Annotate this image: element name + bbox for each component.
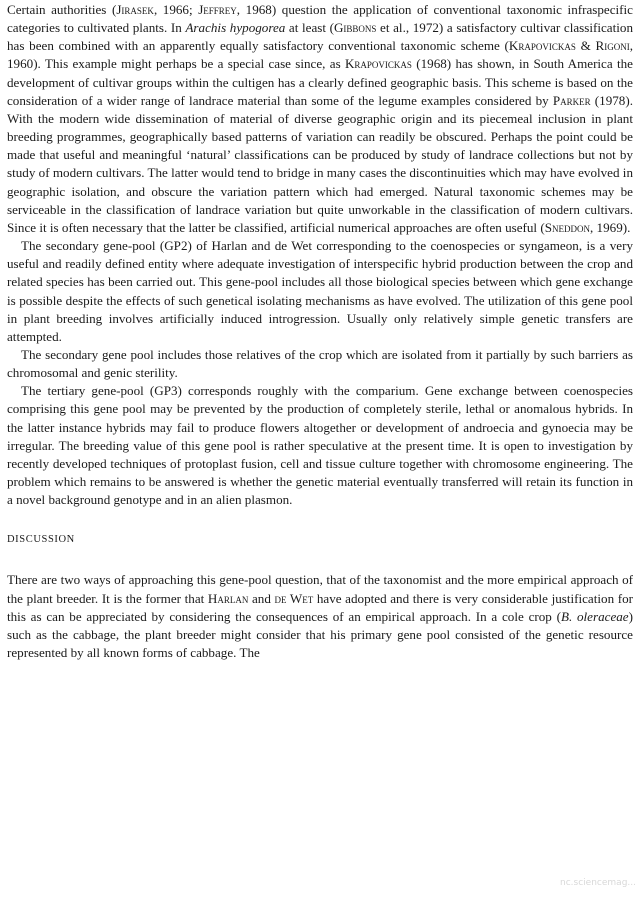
- text-run: There are two ways of approaching this gene-pool question, that of the taxonomist and the more empirical approach of the plant breeder. It is the former that: [7, 572, 633, 606]
- text-run: and: [248, 590, 275, 606]
- author-citation: Parker: [552, 92, 591, 108]
- paragraph-secondary-gene-pool: The secondary gene-pool (GP2) of Harlan and de Wet corresponding to the coenospecies or syngameon, is a very useful and readily defined entity where adequate investigation of interspecific hybrid production between the crop and related species has been carried out. This gene-pool includes all those biological species between which gene exchange is possible despite the effects of such genetical isolating mechanisms as have evolved. The utilization of this gene pool in plant breeding involves artificially induced introgression. Usually only relatively simple genetic transfers are attempted.: [7, 238, 633, 344]
- text-run: have adopted and there is very considerable justification for this as can be appreciated by considering the consequences of an empirical approach. In a cole crop (: [7, 590, 633, 624]
- author-citation: Sneddon: [544, 219, 590, 235]
- text-run: , 1968) question the application of conventional taxonomic infraspecific categories to cultivated plants. In: [7, 2, 633, 36]
- paragraph-discussion: [7, 571, 633, 662]
- section-heading-discussion: DISCUSSION: [7, 534, 75, 546]
- paragraph-taxonomy: [7, 1, 633, 237]
- author-citation: Gibbons: [333, 20, 377, 36]
- author-citation: Jirasek: [116, 2, 154, 17]
- text-run: ) such as the cabbage, the plant breeder might consider that his primary gene pool consisted of the genetic resource represented by all known forms of cabbage. The: [7, 608, 633, 660]
- document-page: [7, 1, 633, 662]
- text-run: at least (: [285, 20, 334, 36]
- paragraph-tertiary-gene-pool: The tertiary gene-pool (GP3) corresponds roughly with the comparium. Gene exchange between coenospecies comprising this gene pool may be prevented by the production of completely sterile, lethal or anomalous hybrids. In the latter instance hybrids may fail to produce flowers altogether or development of androecia and gynoecia may be irregular. The breeding value of this gene pool is rather speculative at the present time. It is open to investigation by recently developed techniques of protoplast fusion, cell and tissue culture together with chromosome engineering. The problem which remains to be answered is whether the genetic material eventually transferred will retain its function in a novel background genotype and in an alien plasmon.: [7, 383, 633, 508]
- author-citation: de Wet: [274, 590, 314, 606]
- text-run: , 1960). This example might perhaps be a special case since, as: [7, 38, 633, 72]
- text-run: , 1969).: [590, 219, 631, 235]
- author-citation: Krapovickas & Rigoni: [508, 38, 630, 54]
- text-run: (1978). With the modern wide dissemination of material of diverse geographic origin and its piecemeal inclusion in plant breeding programmes, geographically based patterns of variation can readily be obscured. Perhaps the point could be made that useful and meaningful ‘natural’ classifications can be produced by study of landrace collections but not by study of modern cultivars. The latter would tend to bridge in many cases the discontinuities which may have evolved in geographic isolation, and obscure the variation pattern which had emerged. Natural taxonomic schemes may be serviceable in the classification of landrace variation but quite unworkable in the classification of modern cultivars. Since it is often necessary that the latter be classified, artificial numerical approaches are often useful (: [7, 92, 633, 235]
- text-run: Certain authorities (: [7, 2, 117, 17]
- taxon-name: B. oleraceae: [560, 608, 629, 624]
- paragraph-secondary-barriers: The secondary gene pool includes those relatives of the crop which are isolated from it partially by such barriers as chromosomal and genic sterility.: [7, 346, 633, 381]
- author-citation: Harlan: [207, 590, 249, 606]
- author-citation: Krapovickas: [344, 56, 412, 72]
- text-run: , 1966;: [153, 2, 199, 17]
- watermark-text: nc.sciencemag...: [560, 878, 636, 888]
- text-run: et al., 1972) a satisfactory cultivar classification has been combined with an apparently equally satisfactory conventional taxonomic scheme (: [7, 20, 633, 54]
- taxon-name: Arachis hypogorea: [185, 20, 286, 36]
- text-run: (1968) has shown, in South America the development of cultivar groups within the cultigen has a clearly defined geographic basis. This scheme is based on the consideration of a wider range of landrace material than some of the legume examples considered by: [7, 56, 633, 108]
- author-citation: Jeffrey: [198, 2, 237, 17]
